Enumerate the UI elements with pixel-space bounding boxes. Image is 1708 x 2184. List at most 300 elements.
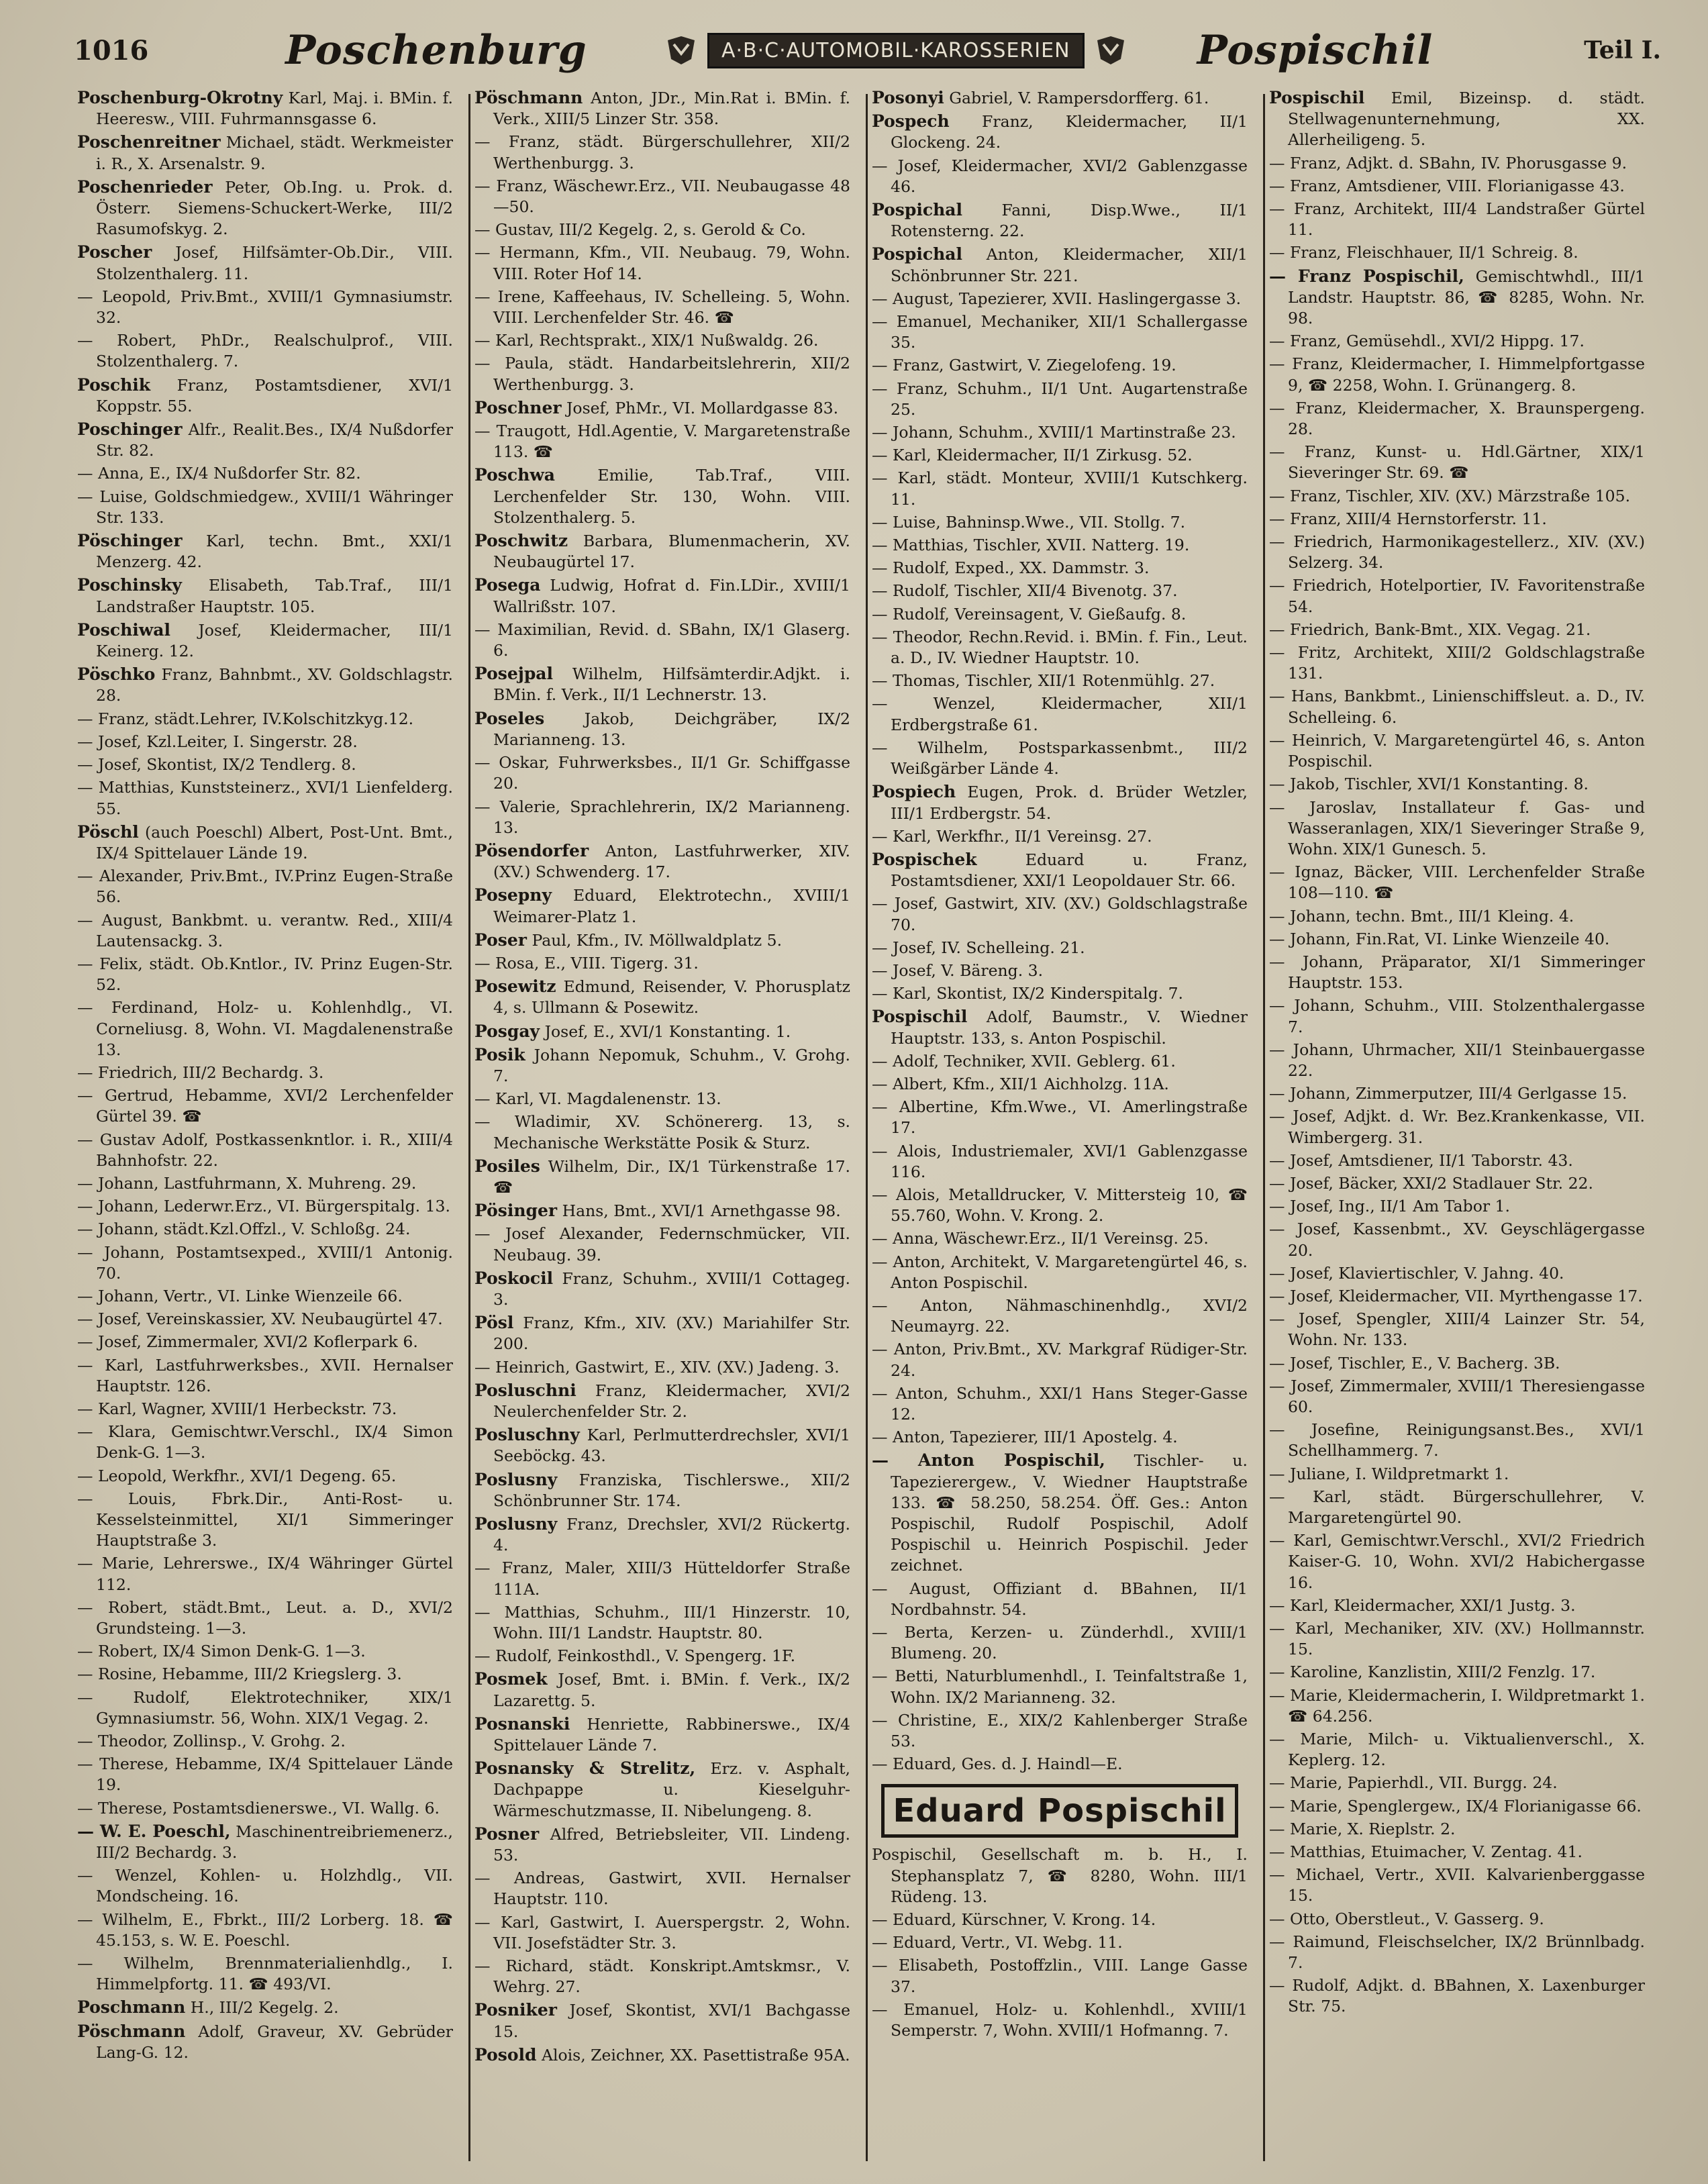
entry-details: — Rudolf, Tischler, XII/4 Bivenotg. 37. <box>872 581 1178 601</box>
directory-entry <box>474 219 850 240</box>
entry-details: — Richard, städt. Konskript.Amtskmsr., V. Wehrg. 27. <box>474 1956 850 1997</box>
directory-entry <box>1269 331 1645 352</box>
entry-details: — Wilhelm, Postsparkassenbmt., III/2 Weißgärber Lände 4. <box>872 738 1248 779</box>
entry-details: Erz. v. Asphalt, Dachpappe u. Kieselguhr-Wärmeschutzmasse, II. Nibelungeng. 8. <box>493 1759 850 1820</box>
entry-details: — Maximilian, Revid. d. SBahn, IX/1 Glaserg. 6. <box>474 619 850 660</box>
directory-entry <box>1269 354 1645 395</box>
directory-entry <box>872 1295 1248 1337</box>
directory-entry <box>474 1224 850 1265</box>
directory-entry <box>474 1312 850 1354</box>
entry-details: — Johann, Lederwr.Erz., VI. Bürgerspitalg. 13. <box>77 1197 450 1216</box>
entry-details: Gemischtwhdl., III/1 Landstr. Hauptstr. 86, ☎ 8285, Wohn. Nr. 98. <box>1288 266 1645 328</box>
directory-entry <box>872 1051 1248 1072</box>
entry-details: — Rudolf, Vereinsagent, V. Gießaufg. 8. <box>872 604 1187 624</box>
directory-entry <box>872 558 1248 579</box>
directory-entry <box>77 375 453 417</box>
directory-entry <box>1269 995 1645 1037</box>
entry-details: — Marie, Spenglergew., IX/4 Florianigasse 66. <box>1269 1796 1642 1816</box>
entry-details: — Karl, Mechaniker, XIV. (XV.) Hollmannstr. 15. <box>1269 1619 1645 1659</box>
entry-surname: Posewitz <box>474 977 556 997</box>
entry-details: — Josef Alexander, Federnschmücker, VII. Neubaug. 39. <box>474 1224 850 1264</box>
directory-entry <box>77 866 453 907</box>
directory-entry <box>77 1641 453 1662</box>
entry-surname: Pospichal <box>872 200 962 220</box>
entry-details: — Rosine, Hebamme, III/2 Kriegslerg. 3. <box>77 1665 402 1684</box>
directory-entry <box>1269 1773 1645 1793</box>
directory-entry <box>474 708 850 750</box>
entry-details: — Josef, Ing., II/1 Am Tabor 1. <box>1269 1197 1510 1216</box>
directory-entry <box>872 893 1248 935</box>
entry-details: (auch Poeschl) Albert, Post-Unt. Bmt., IX/4 Spittelauer Lände 19. <box>96 822 453 862</box>
directory-entry <box>872 1754 1248 1775</box>
directory-entry <box>474 953 850 974</box>
directory-entry <box>1269 398 1645 440</box>
entry-details: — Wladimir, XV. Schönererg. 13, s. Mechanische Werkstätte Posik & Sturz. <box>474 1112 850 1152</box>
directory-entry <box>474 242 850 284</box>
directory-entry <box>1269 1530 1645 1593</box>
entry-details: — Franz, Wäschewr.Erz., VII. Neubaugasse 48—50. <box>474 176 850 217</box>
directory-entry <box>77 1242 453 1284</box>
entry-surname: Poscher <box>77 242 152 262</box>
directory-entry <box>1269 1796 1645 1817</box>
directory-entry <box>474 397 850 419</box>
entry-details: — Alois, Metalldrucker, V. Mittersteig 10, ☎ 55.760, Wohn. V. Krong. 2. <box>872 1185 1248 1226</box>
directory-entry <box>872 1932 1248 1953</box>
entry-surname: Poschner <box>474 397 562 417</box>
entry-surname: Pospichal <box>872 244 962 264</box>
directory-entry <box>872 422 1248 443</box>
directory-entry <box>474 1424 850 1467</box>
directory-entry <box>474 930 850 951</box>
entry-details: — Robert, städt.Bmt., Leut. a. D., XVI/2 Grundsteing. 1—3. <box>77 1597 453 1638</box>
entry-details: — Gustav, III/2 Kegelg. 2, s. Gerold & Co. <box>474 220 806 240</box>
entry-details: Anton, Lastfuhrwerker, XIV. (XV.) Schwenderg. 17. <box>493 841 850 882</box>
directory-entry <box>1269 486 1645 507</box>
advertisement-box: Eduard Pospischil <box>881 1784 1238 1838</box>
entry-details: — Matthias, Schuhm., III/1 Hinzerstr. 10, Wohn. III/1 Landstr. Hauptstr. 80. <box>474 1602 850 1643</box>
entry-details: — Wilhelm, E., Fbrkt., III/2 Lorberg. 18. ☎ 45.153, s. W. E. Poeschl. <box>77 1909 453 1950</box>
directory-entry <box>872 1339 1248 1381</box>
directory-entry <box>77 619 453 662</box>
entry-details: — Josef, Kassenbmt., XV. Geyschlägergasse 20. <box>1269 1220 1645 1260</box>
directory-entry <box>77 1173 453 1194</box>
entry-details: — Franz, städt.Lehrer, IV.Kolschitzkyg.12. <box>77 709 414 728</box>
entry-details: — Wenzel, Kohlen- u. Holzhdlg., VII. Mondscheing. 16. <box>77 1866 453 1906</box>
entry-surname: Pospischek <box>872 849 977 869</box>
directory-entry <box>1269 1729 1645 1771</box>
directory-entry <box>1269 1083 1645 1104</box>
entry-details: Franz, Kfm., XIV. (XV.) Mariahilfer Str. 200. <box>493 1313 850 1354</box>
directory-entry <box>1269 1106 1645 1148</box>
directory-entry <box>872 355 1248 376</box>
entry-details: Maschinentreibriemenerz., III/2 Bechardg. 3. <box>96 1822 453 1863</box>
entry-details: — Josef, Kleidermacher, XVI/2 Gablenzgasse 46. <box>872 156 1248 196</box>
entry-surname: Poschmann <box>77 1997 186 2018</box>
directory-entry <box>1269 642 1645 684</box>
directory-entry <box>77 1953 453 1995</box>
entry-details: — Christine, E., XIX/2 Kahlenberger Straße 53. <box>872 1710 1248 1751</box>
entry-surname: Poschik <box>77 375 151 395</box>
entry-details: — Karl, Rechtsprakt., XIX/1 Nußwaldg. 26. <box>474 331 819 350</box>
entry-details: — Felix, städt. Ob.Kntlor., IV. Prinz Eugen-Str. 52. <box>77 954 453 995</box>
entry-details: — August, Offiziant d. BBahnen, II/1 Nordbahnstr. 54. <box>872 1579 1248 1619</box>
entry-details: — Hermann, Kfm., VII. Neubaug. 79, Wohn. VIII. Roter Hof 14. <box>474 243 850 283</box>
directory-entry <box>474 1380 850 1422</box>
directory-entry <box>474 1758 850 1822</box>
directory-entry <box>1269 730 1645 772</box>
directory-entry <box>77 530 453 573</box>
entry-details: — Paula, städt. Handarbeitslehrerin, XII/2 Werthenburgg. 3. <box>474 354 850 394</box>
directory-entry <box>474 575 850 617</box>
directory-entry <box>1269 797 1645 860</box>
entry-details: — Friedrich, Harmonikagestellerz., XIV. (XV.) Selzerg. 34. <box>1269 532 1645 573</box>
entry-details: — Emanuel, Holz- u. Kohlenhdl., XVIII/1 Semperstr. 7, Wohn. XVIII/1 Hofmanng. 7. <box>872 1999 1248 2040</box>
entry-surname: — Franz Pospischil, <box>1269 266 1464 286</box>
entry-details: — Franz, Architekt, III/4 Landstraßer Gürtel 11. <box>1269 199 1645 240</box>
directory-entry <box>1269 242 1645 263</box>
banner-text: A·B·C·AUTOMOBIL·KAROSSERIEN <box>707 33 1085 68</box>
entry-details: — Josefine, Reinigungsanst.Bes., XVI/1 Schellhammerg. 7. <box>1269 1420 1645 1460</box>
directory-entry <box>77 1219 453 1240</box>
directory-entry <box>1269 862 1645 903</box>
entry-details: — Karl, Gastwirt, I. Auerspergstr. 2, Wohn. VII. Josefstädter Str. 3. <box>474 1912 850 1952</box>
entry-details: Franz, Kleidermacher, XVI/2 Neulerchenfelder Str. 2. <box>493 1381 850 1421</box>
directory-entry <box>872 1252 1248 1293</box>
entry-surname: Poschwa <box>474 465 555 485</box>
entry-details: — Otto, Oberstleut., V. Gasserg. 9. <box>1269 1909 1544 1928</box>
directory-entry <box>872 627 1248 668</box>
entry-details: Eugen, Prok. d. Brüder Wetzler, III/1 Erdbergstr. 54. <box>891 783 1248 823</box>
directory-entry <box>872 826 1248 847</box>
entry-details: — Luise, Goldschmiedgew., XVIII/1 Währinger Str. 133. <box>77 487 453 527</box>
directory-entry <box>77 330 453 372</box>
directory-entry <box>474 1558 850 1599</box>
page-header <box>74 13 1661 87</box>
column-2 <box>474 87 850 2161</box>
directory-entry <box>77 87 453 130</box>
entry-details: Edmund, Reisender, V. Phorusplatz 4, s. Ullmann & Posewitz. <box>493 977 850 1017</box>
directory-entry <box>77 1687 453 1729</box>
directory-entry <box>77 287 453 328</box>
directory-entry <box>474 464 850 528</box>
entry-details: — Josef, Spengler, XIII/4 Lainzer Str. 54, Wohn. Nr. 133. <box>1269 1309 1645 1350</box>
page-number: 1016 <box>74 34 149 66</box>
directory-entry <box>872 781 1248 824</box>
entry-surname: Posik <box>474 1044 525 1064</box>
directory-entry <box>872 468 1248 509</box>
directory-entry <box>474 176 850 217</box>
directory-entry <box>77 1597 453 1639</box>
entry-details: — Friedrich, Hotelportier, IV. Favoritenstraße 54. <box>1269 576 1645 616</box>
directory-entry <box>872 604 1248 625</box>
entry-details: — Franz, Schuhm., II/1 Unt. Augartenstraße 25. <box>872 379 1248 419</box>
entry-details: — Anton, Architekt, V. Margaretengürtel 46, s. Anton Pospischil. <box>872 1252 1248 1292</box>
entry-details: — Traugott, Hdl.Agentie, V. Margaretenstraße 113. ☎ <box>474 421 850 462</box>
entry-surname: Posnanski <box>474 1714 570 1734</box>
entry-surname: Posner <box>474 1824 540 1844</box>
entry-details: — Franz, XIII/4 Hernstorferstr. 11. <box>1269 509 1547 528</box>
entry-details: — Johann, Fin.Rat, VI. Linke Wienzeile 40. <box>1269 929 1610 948</box>
directory-entry <box>1269 266 1645 330</box>
entry-details: Emilie, Tab.Traf., VIII. Lerchenfelder Str. 130, Wohn. VIII. Stolzenthalerg. 5. <box>493 466 850 527</box>
entry-surname: Posluschni <box>474 1380 576 1400</box>
entry-details: — Marie, Lehrerswe., IX/4 Währinger Gürtel 112. <box>77 1554 453 1594</box>
entry-surname: Poslusny <box>474 1514 558 1534</box>
directory-entry <box>77 954 453 995</box>
directory-entry <box>77 177 453 240</box>
entry-details: — Josef, Kleidermacher, VII. Myrthengasse 17. <box>1269 1286 1643 1305</box>
entry-surname: Pospischil <box>1269 88 1365 107</box>
entry-details: — Jaroslav, Installateur f. Gas- und Wasseranlagen, XIX/1 Sieveringer Straße 9, Wohn. XIX/1 Gunesch. 5. <box>1269 797 1645 858</box>
entry-details: — Karl, Gemischtwr.Verschl., XVI/2 Friedrich Kaiser-G. 10, Wohn. XVI/2 Habichergasse 16. <box>1269 1531 1645 1592</box>
directory-entry <box>872 1141 1248 1183</box>
directory-entry <box>474 663 850 705</box>
entry-details: — Elisabeth, Postoffzlin., VIII. Lange Gasse 37. <box>872 1956 1248 1996</box>
directory-entry <box>1269 1040 1645 1081</box>
directory-entry <box>77 1489 453 1552</box>
entry-surname: Pospischil <box>872 1007 968 1027</box>
directory-entry <box>474 353 850 395</box>
entry-details: — Robert, PhDr., Realschulprof., VIII. Stolzenthalerg. 7. <box>77 331 453 371</box>
directory-entry <box>474 1714 850 1756</box>
entry-details: — Franz, Gastwirt, V. Ziegelofeng. 19. <box>872 356 1176 375</box>
entry-details: Adolf, Graveur, XV. Gebrüder Lang-G. 12. <box>96 2022 453 2062</box>
advertisement-banner <box>664 33 1127 68</box>
directory-entry <box>474 885 850 927</box>
entry-details: — Franz, Kleidermacher, I. Himmelpfortgasse 9, ☎ 2258, Wohn. I. Grünangerg. 8. <box>1269 354 1645 395</box>
directory-entry <box>1269 619 1645 640</box>
directory-entry <box>1269 442 1645 483</box>
directory-entry <box>77 910 453 952</box>
directory-entry <box>77 1997 453 2018</box>
car-emblem-icon <box>1094 34 1127 67</box>
entry-details: — Karl, städt. Monteur, XVIII/1 Kutschkerg. 11. <box>872 468 1248 509</box>
directory-entry <box>474 132 850 173</box>
directory-entry <box>77 1196 453 1217</box>
entry-details: — Robert, IX/4 Simon Denk-G. 1—3. <box>77 1642 366 1661</box>
entry-details: Elisabeth, Tab.Traf., III/1 Landstraßer Hauptstr. 105. <box>96 576 453 616</box>
directory-entry <box>872 199 1248 242</box>
directory-entry <box>1269 1842 1645 1863</box>
entry-details: Franziska, Tischlerswe., XII/2 Schönbrunner Str. 174. <box>493 1470 850 1510</box>
entry-details: Josef, PhMr., VI. Mollardgasse 83. <box>566 398 839 417</box>
entry-details: — Emanuel, Mechaniker, XII/1 Schallergasse 35. <box>872 312 1248 352</box>
entry-details: — Albert, Kfm., XII/1 Aichholzg. 11A. <box>872 1074 1169 1093</box>
directory-entry <box>1269 1487 1645 1528</box>
entry-details: Anton, JDr., Min.Rat i. BMin. f. Verk., XIII/5 Linzer Str. 358. <box>493 89 850 129</box>
directory-entry <box>1269 774 1645 795</box>
entry-details: — Heinrich, V. Margaretengürtel 46, s. Anton Pospischil. <box>1269 730 1645 771</box>
entry-details: Josef, E., XVI/1 Konstanting. 1. <box>544 1022 791 1041</box>
entry-details: — Raimund, Fleischselcher, IX/2 Brünnlbadg. 7. <box>1269 1932 1645 1973</box>
entry-details: — Eduard, Ges. d. J. Haindl—E. <box>872 1754 1123 1774</box>
directory-entry <box>1269 1420 1645 1461</box>
entry-details: — Josef, V. Bäreng. 3. <box>872 960 1044 980</box>
entry-details: — Josef, Amtsdiener, II/1 Taborstr. 43. <box>1269 1150 1573 1170</box>
directory-entry <box>474 421 850 462</box>
directory-columns <box>77 87 1654 2161</box>
entry-details: Adolf, Baumstr., V. Wiedner Hauptstr. 133, s. Anton Pospischil. <box>891 1007 1248 1048</box>
directory-entry <box>474 1602 850 1644</box>
entry-surname: Posluschny <box>474 1425 580 1445</box>
directory-entry <box>1269 1909 1645 1930</box>
directory-entry <box>1269 1464 1645 1485</box>
entry-details: — Matthias, Etuimacher, V. Zentag. 41. <box>1269 1842 1583 1862</box>
directory-entry <box>872 1579 1248 1620</box>
entry-details: — Therese, Postamtsdienerswe., VI. Wallg. 6. <box>77 1798 440 1818</box>
entry-details: — Eduard, Vertr., VI. Webg. 11. <box>872 1933 1123 1952</box>
entry-details: Gabriel, V. Rampersdorfferg. 61. <box>949 89 1209 107</box>
directory-entry <box>474 797 850 838</box>
directory-entry <box>77 1286 453 1307</box>
entry-surname: Posmek <box>474 1669 548 1689</box>
entry-details: — Ferdinand, Holz- u. Kohlenhdlg., VI. Corneliusg. 8, Wohn. VI. Magdalenenstraße 13. <box>77 998 453 1059</box>
entry-details: — Rosa, E., VIII. Tigerg. 31. <box>474 953 699 973</box>
entry-details: — Johann, Schuhm., VIII. Stolzenthalergasse 7. <box>1269 996 1645 1036</box>
entry-details: Anton, Kleidermacher, XII/1 Schönbrunner Str. 221. <box>891 245 1248 285</box>
entry-details: — Michael, Vertr., XVII. Kalvarienberggasse 15. <box>1269 1865 1645 1905</box>
directory-entry <box>1269 1150 1645 1171</box>
entry-details: Franz, Kleidermacher, II/1 Glockeng. 24. <box>891 112 1248 152</box>
entry-details: — Rudolf, Elektrotechniker, XIX/1 Gymnasiumstr. 56, Wohn. XIX/1 Vegag. 2. <box>77 1687 453 1728</box>
entry-details: — Franz, städt. Bürgerschullehrer, XII/2 Werthenburgg. 3. <box>474 132 850 172</box>
directory-entry <box>77 1399 453 1420</box>
entry-details: — Johann, Vertr., VI. Linke Wienzeile 66. <box>77 1286 403 1305</box>
entry-details: — Josef, Zimmermaler, XVIII/1 Theresiengasse 60. <box>1269 1376 1645 1416</box>
directory-entry <box>1269 1219 1645 1260</box>
directory-entry <box>1269 1975 1645 2017</box>
directory-entry <box>1269 1932 1645 1973</box>
directory-entry <box>77 754 453 775</box>
entry-details: Hans, Bmt., XVI/1 Arnethgasse 98. <box>562 1201 841 1221</box>
entry-details: Emil, Bizeinsp. d. städt. Stellwagenunternehmung, XX. Allerheiligeng. 5. <box>1288 89 1645 150</box>
directory-entry <box>872 671 1248 691</box>
entry-details: — Leopold, Priv.Bmt., XVIII/1 Gymnasiumstr. 32. <box>77 287 453 328</box>
entry-surname: Posega <box>474 575 541 595</box>
directory-entry <box>474 1156 850 1198</box>
entry-details: — Albertine, Kfm.Wwe., VI. Amerlingstraße 17. <box>872 1097 1248 1138</box>
directory-entry <box>474 1956 850 1997</box>
entry-details: — Johann, Präparator, XI/1 Simmeringer Hauptstr. 153. <box>1269 952 1645 993</box>
directory-entry <box>77 822 453 864</box>
entry-details: — Louis, Fbrk.Dir., Anti-Rost- u. Kesselsteinmittel, XI/1 Simmeringer Hauptstraße 3. <box>77 1489 453 1550</box>
entry-surname: Pospech <box>872 111 950 132</box>
entry-details: — Irene, Kaffeehaus, IV. Schelleing. 5, Wohn. VIII. Lerchenfelder Str. 46. ☎ <box>474 287 850 328</box>
entry-details: — Karl, VI. Magdalenenstr. 13. <box>474 1089 721 1109</box>
entry-surname: — W. E. Poeschl, <box>77 1821 231 1841</box>
entry-details: — Johann, Uhrmacher, XII/1 Steinbauergasse 22. <box>1269 1040 1645 1080</box>
directory-entry <box>1269 1819 1645 1840</box>
entry-surname: Posgay <box>474 1021 540 1041</box>
directory-entry <box>872 1666 1248 1707</box>
entry-details: — Leopold, Werkfhr., XVI/1 Degeng. 65. <box>77 1466 397 1485</box>
directory-entry <box>77 575 453 617</box>
entry-details: — Rudolf, Exped., XX. Dammstr. 3. <box>872 558 1150 578</box>
entry-details: Fanni, Disp.Wwe., II/1 Rotensterng. 22. <box>891 201 1248 241</box>
entry-details: — Anton, Priv.Bmt., XV. Markgraf Rüdiger-Str. 24. <box>872 1340 1248 1380</box>
directory-entry <box>872 1185 1248 1226</box>
directory-entry <box>77 777 453 819</box>
entry-details: — Johann, Schuhm., XVIII/1 Martinstraße 23. <box>872 423 1236 442</box>
entry-details: — Johann, Lastfuhrmann, X. Muhreng. 29. <box>77 1173 417 1193</box>
entry-details: — Ignaz, Bäcker, VIII. Lerchenfelder Straße 108—110. ☎ <box>1269 862 1645 903</box>
directory-entry <box>77 463 453 484</box>
entry-details: Eduard, Elektrotechn., XVIII/1 Weimarer-Platz 1. <box>493 886 850 926</box>
directory-entry <box>872 1427 1248 1448</box>
entry-details: — Karl, Lastfuhrwerksbes., XVII. Hernalser Hauptstr. 126. <box>77 1355 453 1395</box>
directory-entry <box>872 960 1248 981</box>
directory-entry <box>872 379 1248 420</box>
directory-entry <box>474 1669 850 1711</box>
directory-entry <box>474 1021 850 1042</box>
entry-details: — Karl, Skontist, IX/2 Kinderspitalg. 7. <box>872 984 1183 1003</box>
entry-details: Karl, techn. Bmt., XXI/1 Menzerg. 42. <box>96 532 453 572</box>
entry-details: — Karoline, Kanzlistin, XIII/2 Fenzlg. 17. <box>1269 1662 1596 1682</box>
directory-entry <box>872 1909 1248 1930</box>
entry-details: Josef, Hilfsämter-Ob.Dir., VIII. Stolzenthalerg. 11. <box>96 243 453 283</box>
entry-details: — Gustav Adolf, Postkassenkntlor. i. R., XIII/4 Bahnhofstr. 22. <box>77 1130 453 1170</box>
directory-entry <box>872 1844 1248 1907</box>
entry-details: — Franz, Gemüsehdl., XVI/2 Hippg. 17. <box>1269 332 1585 351</box>
entry-details: — Franz, Tischler, XIV. (XV.) Märzstraße 105. <box>1269 486 1631 505</box>
entry-details: — Franz, Amtsdiener, VIII. Florianigasse 43. <box>1269 176 1625 195</box>
entry-surname: Poschwitz <box>474 531 568 551</box>
directory-entry <box>1269 153 1645 174</box>
directory-entry <box>474 619 850 661</box>
entry-details: — Luise, Bahninsp.Wwe., VII. Stollg. 7. <box>872 512 1186 532</box>
entry-details: — Franz, Maler, XIII/3 Hütteldorfer Straße 111A. <box>474 1558 850 1599</box>
directory-entry <box>1269 906 1645 927</box>
directory-entry <box>872 849 1248 891</box>
entry-details: Franz, Drechsler, XVI/2 Rückertg. 4. <box>493 1515 850 1555</box>
directory-entry <box>872 535 1248 556</box>
directory-entry <box>1269 1196 1645 1217</box>
directory-entry <box>1269 686 1645 728</box>
entry-details: — Karl, Wagner, XVIII/1 Herbeckstr. 73. <box>77 1399 397 1418</box>
entry-surname: Posniker <box>474 2000 557 2020</box>
entry-details: — Hans, Bankbmt., Linienschiffsleut. a. D., IV. Schelleing. 6. <box>1269 687 1645 727</box>
entry-details: — Anton, Nähmaschinenhdlg., XVI/2 Neumayrg. 22. <box>872 1295 1248 1336</box>
entry-details: Franz, Postamtsdiener, XVI/1 Koppstr. 55. <box>96 375 453 415</box>
entry-surname: Pösl <box>474 1313 514 1333</box>
entry-details: — Oskar, Fuhrwerksbes., II/1 Gr. Schiffgasse 20. <box>474 753 850 793</box>
directory-entry <box>872 1006 1248 1048</box>
directory-entry <box>474 87 850 130</box>
directory-entry <box>872 156 1248 197</box>
entry-surname: Pöschmann <box>474 88 583 107</box>
entry-details: — Juliane, I. Wildpretmarkt 1. <box>1269 1464 1509 1483</box>
directory-entry <box>474 1469 850 1511</box>
entry-surname: Poser <box>474 930 527 950</box>
directory-entry <box>1269 1353 1645 1374</box>
entry-details: Franz, Bahnbmt., XV. Goldschlagstr. 28. <box>96 665 453 705</box>
directory-entry <box>77 709 453 730</box>
entry-surname: Pospiech <box>872 782 956 802</box>
entry-details: — August, Tapezierer, XVII. Haslingergasse 3. <box>872 289 1242 308</box>
entry-surname: Posnansky & Strelitz, <box>474 1758 696 1779</box>
entry-details: — Friedrich, Bank-Bmt., XIX. Vegag. 21. <box>1269 619 1591 639</box>
directory-entry <box>872 1074 1248 1095</box>
directory-entry <box>474 752 850 794</box>
entry-details: Josef, Skontist, XVI/1 Bachgasse 15. <box>493 2001 850 2041</box>
entry-details: Franz, Schuhm., XVIII/1 Cottageg. 3. <box>493 1269 850 1309</box>
part-label: Teil I. <box>1584 36 1661 64</box>
directory-entry <box>77 1422 453 1463</box>
entry-details: — Gertrud, Hebamme, XVI/2 Lerchenfelder Gürtel 39. ☎ <box>77 1086 453 1126</box>
directory-entry <box>1269 1685 1645 1727</box>
directory-entry <box>1269 952 1645 993</box>
directory-entry <box>872 938 1248 958</box>
